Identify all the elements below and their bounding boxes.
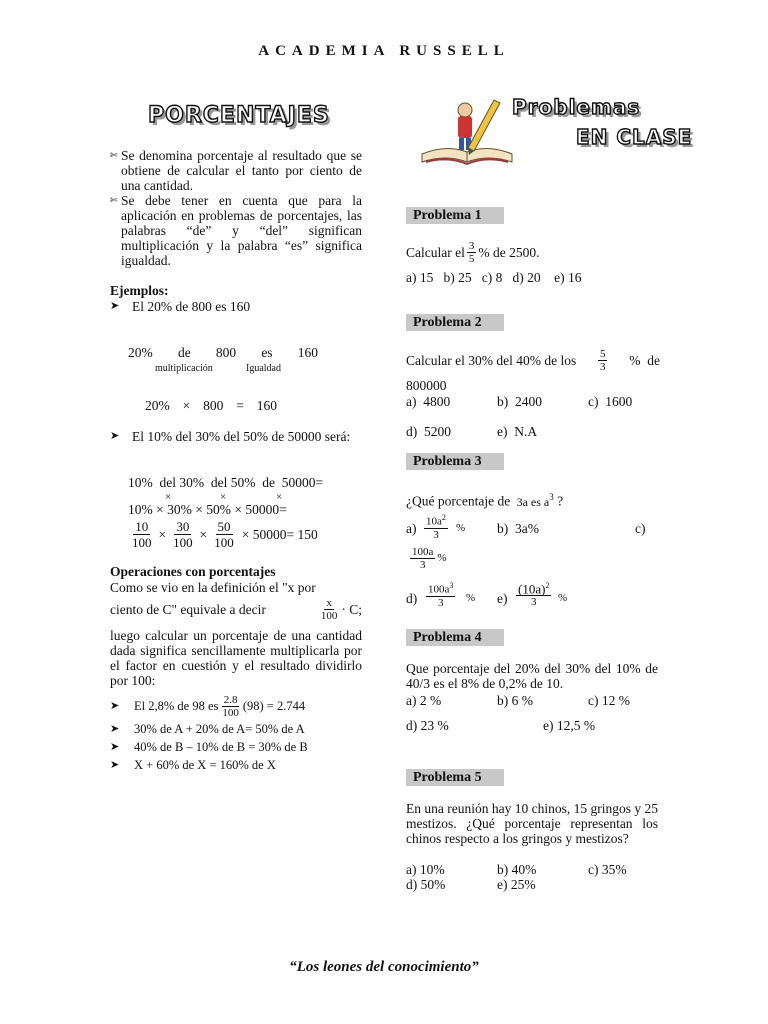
fraction: $\frac{100a}{3}$ [412, 546, 434, 571]
arrow-bullet-icon: ➤ [110, 759, 120, 771]
fraction: $\frac{3}{5}$ [468, 240, 475, 265]
operaciones-paragraph: luego calcular un porcentaje de una cantidad dada significa sencillamente multiplicarla por el factor en cuestión y el resultado dividirlo por 100: [110, 628, 362, 688]
fraction: $\frac{30}{100}$ [173, 519, 193, 550]
times-mark: × [220, 491, 227, 503]
student-pencil-book-illustration [418, 92, 516, 172]
problem-3-options-row1: a) $\frac{10a^2}{3}$ % b) 3a% c) [406, 513, 646, 541]
fraction: $\frac{100a^3}{3}$ [428, 581, 454, 609]
options-row: d) 50% e) 25% [406, 877, 536, 892]
example-2-row3: $\frac{10}{100}$ × $\frac{30}{100}$ × $\frac{50}{100}$ × 50000= 150 [132, 519, 318, 550]
arrow-bullet-icon: ➤ [110, 300, 120, 312]
fraction: $\frac{x}{100}$ [320, 597, 338, 622]
problem-4-label: Problema 4 [406, 629, 504, 646]
problem-4-options [406, 693, 660, 733]
problem-3-options-row2: d) $\frac{100a^3}{3}$ % e) $(10a)^2$ 3 % [406, 581, 568, 609]
fraction: $(10a)^2$ 3 [518, 581, 550, 609]
example-2-row1: 10% del 30% del 50% de 50000= [128, 475, 324, 490]
options-row: a) 4800 b) 2400 c) 1600 [406, 394, 633, 409]
operaciones-list [110, 692, 362, 776]
problem-1-label: Problema 1 [406, 207, 504, 224]
fraction: $\frac{2.8}{100}$ [222, 693, 239, 719]
problemas-banner: Problemas [512, 95, 641, 119]
problem-2-options [406, 394, 660, 439]
problem-5-question: En una reunión hay 10 chinos, 15 gringos y 25 mestizos. ¿Qué porcentaje representan los chinos respecto a los gringos y mestizos? [406, 801, 658, 846]
times-mark: × [276, 491, 283, 503]
fraction: $\frac{10}{100}$ [132, 519, 152, 550]
operaciones-title: Operaciones con porcentajes [110, 564, 276, 579]
problem-3-label: Problema 3 [406, 453, 504, 470]
problem-2-question: Calcular el 30% del 40% de los $\frac{5}{3}$ % de [406, 348, 660, 373]
problem-2-question-line2: 800000 [406, 378, 447, 393]
problem-4-question: Que porcentaje del 20% del 30% del 10% de 40/3 es el 8% de 0,2% de 10. [406, 661, 658, 691]
example-1-row: 20% de 800 es 160 [128, 345, 318, 360]
options-row: d) 23 % e) 12,5 % [406, 718, 596, 733]
problem-3-question: ¿Qué porcentaje de 3a es $a^3$ ? [406, 492, 564, 509]
example-2-row2: 10% × 30% × 50% × 50000= [128, 502, 287, 517]
label-multiplicacion: multiplicación [155, 363, 213, 374]
problem-5-options [406, 862, 660, 892]
fraction: $\frac{10a^2}{3}$ [426, 513, 446, 541]
list-item: ➤ 40% de B – 10% de B = 30% de B [110, 740, 362, 758]
options-row: d) 5200 e) N.A [406, 424, 538, 439]
porcentajes-banner: PORCENTAJES [148, 103, 330, 128]
fraction: $\frac{5}{3}$ [599, 348, 606, 373]
problem-5-label: Problema 5 [406, 769, 504, 786]
ejemplos-title: Ejemplos: [110, 283, 169, 298]
arrow-bullet-icon: ➤ [110, 723, 120, 735]
problem-1-options: a) 15 b) 25 c) 8 d) 20 e) 16 [406, 270, 582, 285]
problem-3-option-c: $\frac{100a}{3}$ % [412, 546, 447, 571]
intro-item: ✄ Se debe tener en cuenta que para la aplicación en problemas de porcentajes, las palabras “de” y “del” significan multiplicación y la palabra “es” significa igualdad. [110, 193, 362, 268]
operaciones-line2: ciento de C" equivale a decir $\frac{x}{100}$ · C; [110, 597, 362, 622]
options-row: a) 2 % b) 6 % c) 12 % [406, 693, 630, 708]
example-1-equation: 20% × 800 = 160 [145, 398, 277, 413]
times-mark: × [165, 491, 172, 503]
list-item: ➤ 30% de A + 20% de A= 50% de A [110, 722, 362, 740]
problem-2-label: Problema 2 [406, 314, 504, 331]
arrow-bullet-icon: ➤ [110, 741, 120, 753]
arrow-bullet-icon: ➤ [110, 699, 120, 712]
footer-slogan: “Los leones del conocimiento” [289, 959, 479, 975]
options-row: a) 10% b) 40% c) 35% [406, 862, 627, 877]
intro-item: ✄ Se denomina porcentaje al resultado que se obtiene de calcular el tanto por ciento de una cantidad. [110, 148, 362, 193]
list-item: ➤ X + 60% de X = 160% de X [110, 758, 362, 776]
scissors-icon: ✄ [110, 150, 118, 160]
page-header: ACADEMIA RUSSELL [258, 43, 510, 59]
problem-1-question: Calcular el $\frac{3}{5}$ % de 2500. [406, 240, 540, 265]
operaciones-line1: Como se vio en la definición el "x por [110, 580, 316, 595]
example-1: ➤ El 20% de 800 es 160 [110, 299, 251, 314]
fraction: $\frac{50}{100}$ [214, 519, 234, 550]
label-igualdad: Igualdad [246, 363, 281, 374]
en-clase-banner: EN CLASE [576, 125, 693, 149]
arrow-bullet-icon: ➤ [110, 430, 120, 442]
intro-list [110, 148, 362, 268]
example-2: ➤ El 10% del 30% del 50% de 50000 será: [110, 429, 351, 444]
list-item: ➤ El 2,8% de 98 es $\frac{2.8}{100}$ (98) = 2.744 [110, 693, 306, 719]
scissors-icon: ✄ [110, 195, 118, 205]
